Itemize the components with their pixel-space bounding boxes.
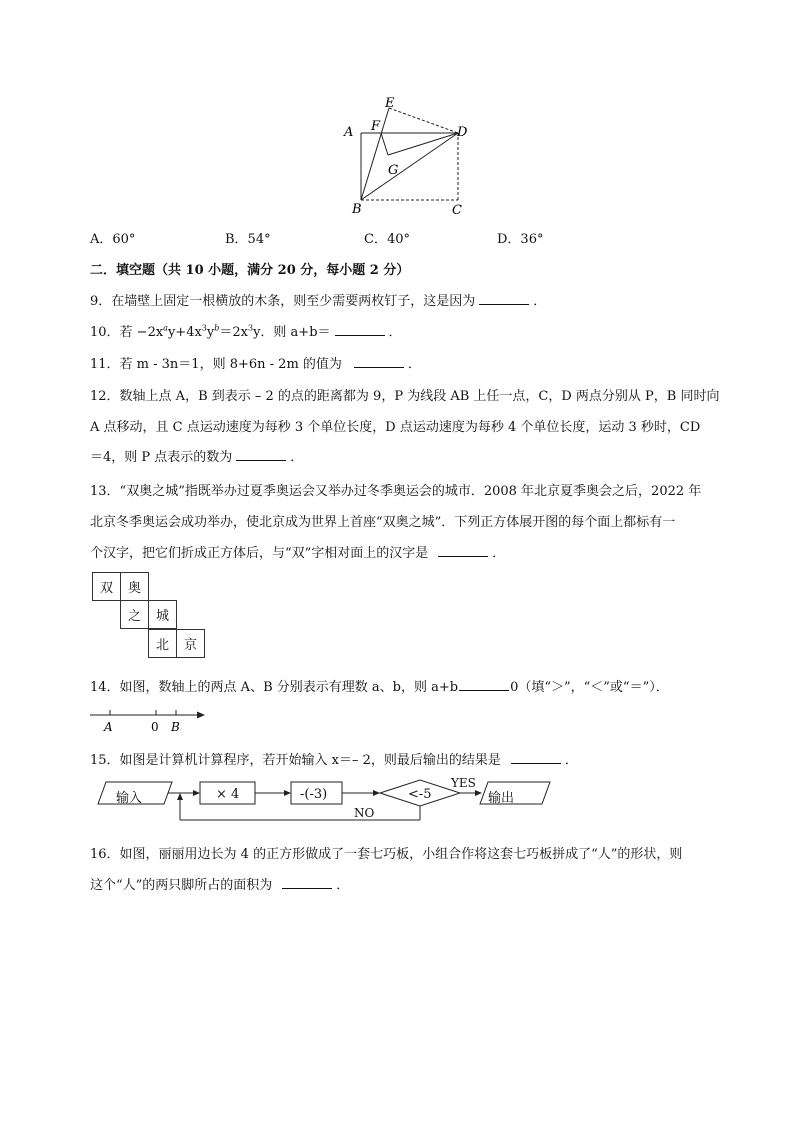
net-cell-2: 奥 xyxy=(120,572,149,601)
label-F: F xyxy=(371,119,381,134)
question-16-line1: 16．如图，丽丽用边长为 4 的正方形做成了一套七巧板，小组合作将这套七巧板拼成了“人”的形状，则 xyxy=(90,847,683,862)
net-cell-6: 京 xyxy=(176,629,205,658)
flow-yes-label: YES xyxy=(451,776,476,790)
choice-d[interactable]: D．36° xyxy=(497,232,544,247)
q12-line3: ＝4，则 P 点表示的数为 xyxy=(90,450,233,465)
question-12-line2: A 点移动，且 C 点运动速度为每秒 3 个单位长度，D 点运动速度为每秒 4 个单位长度，运动 3 秒时，CD xyxy=(90,420,701,435)
q14-blank[interactable] xyxy=(459,678,509,691)
net-cell-4: 城 xyxy=(148,600,177,629)
question-14 xyxy=(90,676,669,695)
net-cell-1: 双 xyxy=(92,572,121,601)
geometry-figure xyxy=(340,95,480,220)
flow-input-label: 输入 xyxy=(116,791,143,806)
question-10 xyxy=(90,321,402,340)
q9-blank[interactable] xyxy=(479,292,529,305)
choice-b[interactable]: B．54° xyxy=(225,232,271,247)
cube-net xyxy=(92,572,214,662)
q10-mid3: ＝2x xyxy=(219,325,248,340)
label-B: B xyxy=(352,202,362,217)
choice-a[interactable]: A．60° xyxy=(90,232,136,247)
q16-end: ． xyxy=(336,878,350,893)
net-cell-5: 北 xyxy=(148,629,177,658)
q11-text: 11．若 m - 3n＝1，则 8+6n - 2m 的值为 xyxy=(90,357,342,372)
q11-end: ． xyxy=(407,357,421,372)
flow-cond-label: <-5 xyxy=(408,787,432,802)
label-D: D xyxy=(457,125,468,140)
number-line xyxy=(88,703,213,735)
q16-line2: 这个“人”的两只脚所占的面积为 xyxy=(90,878,273,893)
q12-blank[interactable] xyxy=(236,448,286,461)
question-12-line3 xyxy=(90,446,303,465)
q15-end: ． xyxy=(564,753,578,768)
q10-sup-a: a xyxy=(163,323,168,333)
flow-mul-label: × 4 xyxy=(216,787,240,802)
net-cell-3: 之 xyxy=(120,600,149,629)
q10-prefix: 10．若 −2x xyxy=(90,325,164,340)
section-title: 二．填空题（共 10 小题，满分 20 分，每小题 2 分） xyxy=(90,263,410,278)
q9-text: 9．在墙壁上固定一根横放的木条，则至少需要两枚钉子，这是因为 xyxy=(90,294,476,309)
question-9 xyxy=(90,290,546,309)
label-A: A xyxy=(344,125,354,140)
axis-label-zero: 0 xyxy=(151,720,159,734)
question-13-line3 xyxy=(90,542,505,561)
flow-no-label: NO xyxy=(354,806,375,820)
choice-c[interactable]: C．40° xyxy=(364,232,410,247)
question-11 xyxy=(90,353,421,372)
q10-sup-b: b xyxy=(214,323,220,333)
flow-sub-label: -(-3) xyxy=(300,787,328,802)
q10-sup-3: 3 xyxy=(201,323,207,333)
question-13-line2: 北京冬季奥运会成功举办，使北京成为世界上首座“双奥之城”．下列正方体展开图的每个面上都标有一 xyxy=(90,515,676,530)
label-G: G xyxy=(388,163,399,178)
q10-mid1: y+4x xyxy=(167,325,202,340)
axis-label-A: A xyxy=(104,720,113,734)
label-C: C xyxy=(452,203,462,218)
q10-mid4: y．则 a+b＝ xyxy=(253,325,331,340)
question-12-line1: 12．数轴上点 A，B 到表示 – 2 的点的距离都为 9，P 为线段 AB 上任一点，C，D 两点分别从 P，B 同时向 xyxy=(90,389,720,404)
q14-text: 14．如图，数轴上的两点 A、B 分别表示有理数 a、b，则 a+b xyxy=(90,680,459,695)
flow-output-label: 输出 xyxy=(488,791,515,806)
q13-blank[interactable] xyxy=(438,544,488,557)
q13-end: ． xyxy=(492,546,506,561)
q16-blank[interactable] xyxy=(282,876,332,889)
q12-end: ． xyxy=(290,450,304,465)
q15-blank[interactable] xyxy=(511,751,561,764)
question-16-line2 xyxy=(90,874,349,893)
q15-text: 15．如图是计算机计算程序，若开始输入 x＝– 2，则最后输出的结果是 xyxy=(90,753,501,768)
label-E: E xyxy=(385,96,395,111)
q13-line3: 个汉字，把它们折成正方体后，与“双”字相对面上的汉字是 xyxy=(90,546,429,561)
q10-mid2: y xyxy=(206,325,215,340)
q11-blank[interactable] xyxy=(354,355,404,368)
question-15 xyxy=(90,749,578,768)
q10-sup-3b: 3 xyxy=(247,323,254,333)
q14-end: 0（填“＞”，“＜”或“＝”）． xyxy=(510,680,669,695)
q9-end: ． xyxy=(533,294,547,309)
question-13-line1: 13．“双奥之城”指既举办过夏季奥运会又举办过冬季奥运会的城市．2008 年北京夏季奥会之后，2022 年 xyxy=(90,484,702,499)
axis-label-B: B xyxy=(171,720,180,734)
q10-end: ． xyxy=(388,325,402,340)
q10-blank[interactable] xyxy=(335,323,385,336)
